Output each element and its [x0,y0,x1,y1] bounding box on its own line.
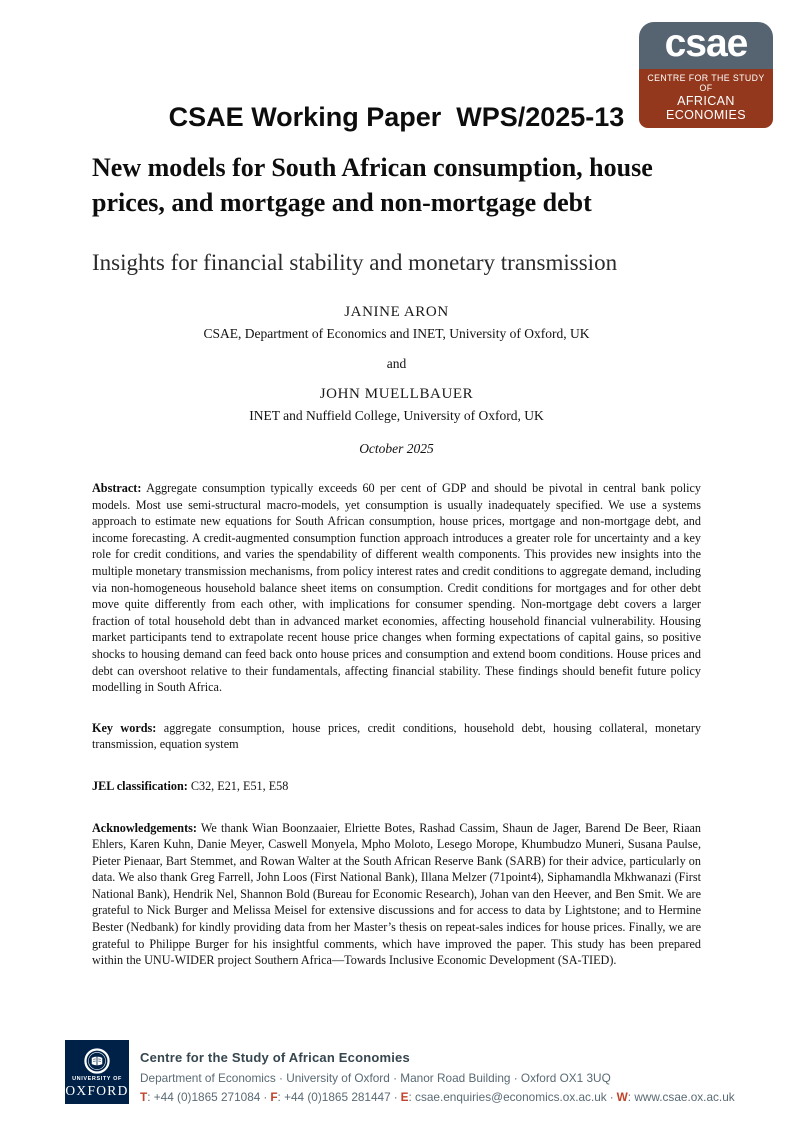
footer-separator: · [609,1090,614,1104]
author-name-1: JANINE ARON [344,304,449,320]
oxford-logo-wordmark: OXFORD [65,1083,129,1098]
csae-logo-acronym-block [639,22,773,69]
page-footer [65,1040,735,1104]
paper-title: New models for South African consumption, house prices, and mortgage and non-mortgage debt [92,153,653,217]
footer-address-line: Department of Economics · University of Oxford · Manor Road Building · Oxford OX1 3UQ [140,1071,611,1085]
keywords-text: aggregate consumption, house prices, credit conditions, household debt, housing collateral, monetary transmission, equation system [92,720,702,752]
footer-web-value: : www.csae.ox.ac.uk [627,1090,735,1104]
footer-contact-block [140,1040,735,1104]
author-affiliation-2: INET and Nuffield College, University of Oxford, UK [249,408,544,423]
footer-phone-label: T [140,1090,148,1104]
footer-organisation-name: Centre for the Study of African Economies [140,1050,410,1065]
abstract-label: Abstract: [92,481,142,495]
acknowledgements-text: We thank Wian Boonzaaier, Elriette Botes, Rashad Cassim, Shaun de Jager, Barend De Beer, Riaan Ehlers, Karen Kuhn, Danie Meyer, Caswell Monyela, Mpho Moloto, Lesego Morope, Khumbudzo Muneri, Susana Paulse, Pieter Pienaar, Bart Stemmet, and Rowan Walter at the South African Reserve Bank (SARB) for their advice, particularly on data. We also thank Greg Farrell, John Loos (First National Bank), Illana Melzer (71point4), Siphamandla Mkhwanazi (First National Bank), Hendrik Nel, Shannon Bold (Bureau for Economic Research), Johan van den Heever, and Ben Smit. We are grateful to Nick Burger and Melissa Meisel for extensive discussions and for access to data by Lightstone; and to Hermine Bester (Nedbank) for kindly providing data from her Master’s thesis on repeat-sales indices for house prices. Finally, we are grateful to Philippe Burger for his insightful comments, which have improved the paper. This study has been prepared within the UNU-WIDER project Southern Africa—Towards Inclusive Economic Development (SA-TIED). [92,820,701,968]
csae-logo-caption-line2: AFRICAN ECONOMIES [666,94,746,122]
footer-email-label: E [400,1090,409,1104]
author-affiliation-1: CSAE, Department of Economics and INET, University of Oxford, UK [203,326,590,341]
footer-separator: · [263,1090,268,1104]
csae-logo-caption-block [639,69,773,128]
footer-fax-value: : +44 (0)1865 281447 [277,1090,391,1104]
footer-email-value: : csae.enquiries@economics.ox.ac.uk [408,1090,607,1104]
authors-block [92,304,701,457]
oxford-logo-university-of: UNIVERSITY OF [72,1076,122,1082]
abstract-text: Aggregate consumption typically exceeds 60 per cent of GDP and should be pivotal in central bank policy models. Most use semi-structural macro-models, yet consumption is usually inadequately specified. We use a systems approach to estimate new equations for South African consumption, house prices, mortgage and non-mortgage debt, and income forecasting. A credit-augmented consumption function approach introduces a greater role for uncertainty and a key role for credit conditions, and varies the spendability of different wealth components. This provides new insights into the multiple monetary transmission mechanisms, from policy interest rates and credit conditions to aggregate demand, including via non-homogeneous household balance sheet items on consumption. Credit conditions for mortgages and for other debt move quite differently from each other, with implications for consumer spending. Non-mortgage debt covers a larger fraction of total household debt than in advanced market economies, affecting household financial vulnerability. Housing market participants tend to extrapolate recent house price changes when forming expectations of capital gains, so positive shocks to housing demand can feed back onto house prices and consumption and extend boom conditions. House prices and debt can overshoot relative to their fundamentals, affecting financial stability. These findings should benefit future policy modelling in South Africa. [92,481,701,695]
csae-logo-caption-line1: CENTRE FOR THE STUDY OF [647,73,765,93]
jel-text: C32, E21, E51, E58 [190,778,289,793]
author-name-2: JOHN MUELLBAUER [319,386,474,402]
csae-logo-acronym: csae [664,21,748,65]
oxford-logo [65,1040,129,1104]
keywords-paragraph [92,720,701,753]
jel-label: JEL classification: [92,778,188,793]
acknowledgements-label: Acknowledgements: [92,820,197,835]
footer-separator: · [393,1090,398,1104]
oxford-crest-icon [83,1047,111,1075]
abstract-paragraph [92,480,701,696]
csae-logo [639,22,773,128]
footer-phone-value: : +44 (0)1865 271084 [147,1090,261,1104]
paper-subtitle: Insights for financial stability and monetary transmission [92,250,618,275]
footer-contacts-line [140,1090,735,1104]
acknowledgements-paragraph [92,820,701,969]
jel-paragraph [92,778,701,795]
authors-separator: and [386,356,407,371]
publication-date: October 2025 [359,441,434,456]
footer-web-label: W [616,1090,628,1104]
keywords-label: Key words: [92,720,157,735]
working-paper-heading: CSAE Working Paper WPS/2025-13 [168,102,625,132]
footer-fax-label: F [270,1090,278,1104]
